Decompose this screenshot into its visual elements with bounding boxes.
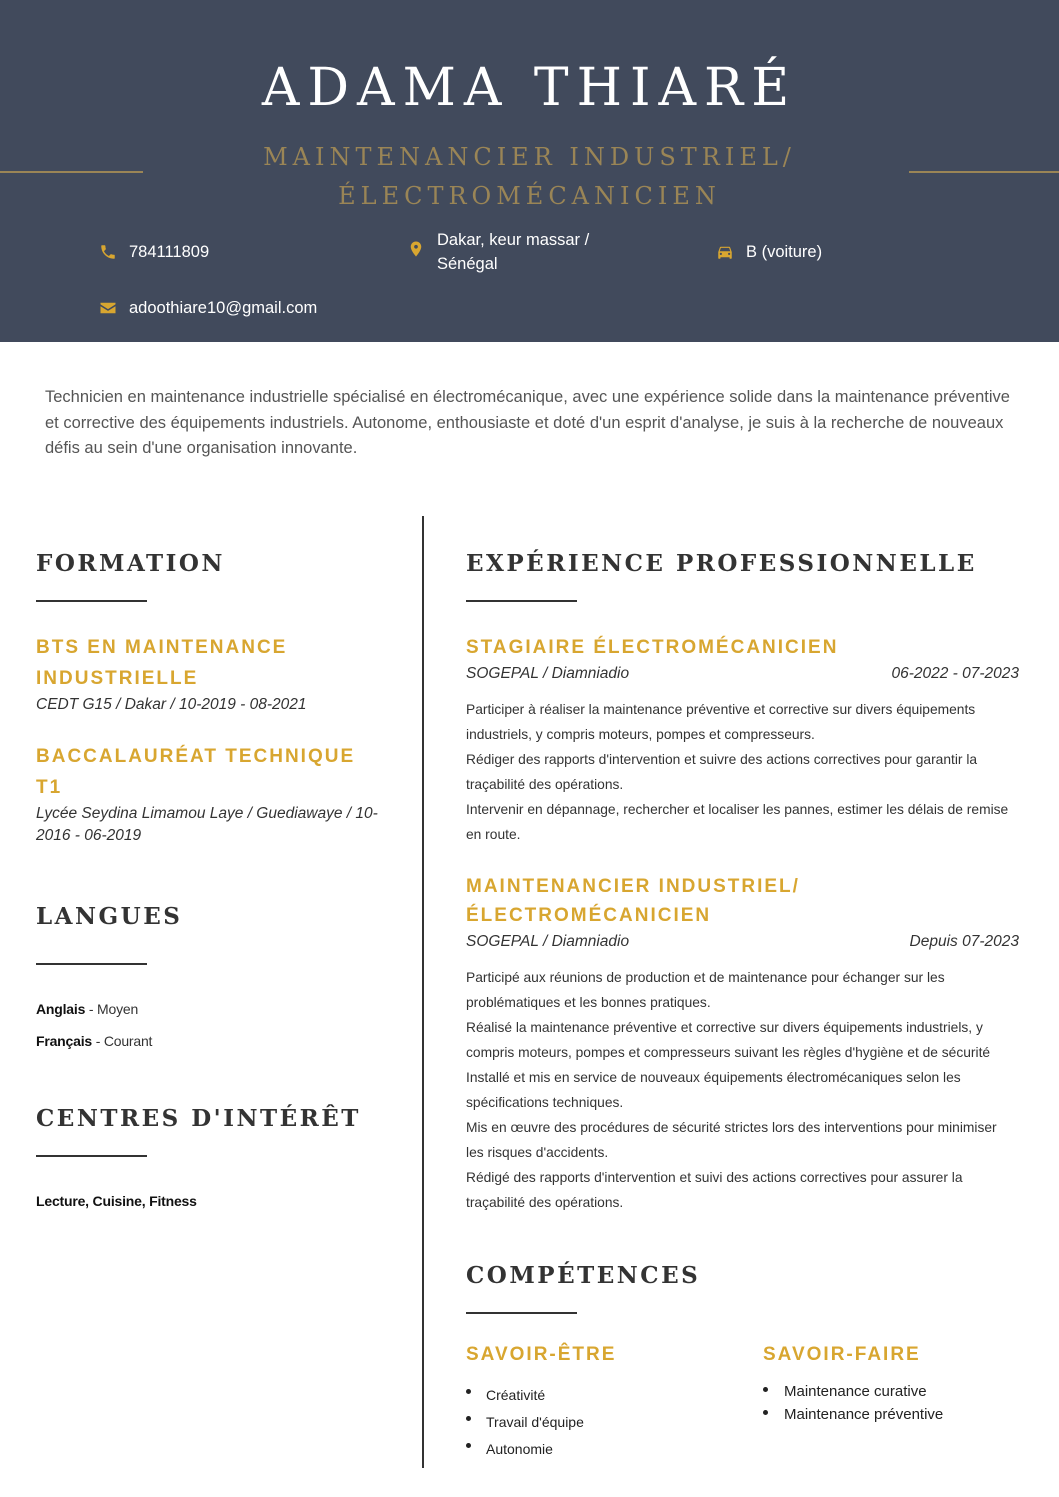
phone-icon [99,243,117,261]
contact-phone [99,240,209,264]
savoir-etre-block [466,1339,726,1463]
description-line: Intervenir en dépannage, rechercher et localiser les pannes, estimer les délais de remise [466,802,1009,817]
experience-meta [466,931,1019,953]
langues-heading: LANGUES [36,903,183,930]
experience-description [466,965,1019,1215]
savoir-faire-title: SAVOIR-FAIRE [763,1344,921,1365]
experience-item [466,632,1019,847]
degree-meta-line1: Lycée Seydina Limamou Laye / Guediawaye / 10- [36,805,378,822]
role-title-line2: ÉLECTROMÉCANICIEN [466,905,712,926]
job-title-line1: MAINTENANCIER INDUSTRIEL/ [263,143,796,171]
contact-email [99,296,317,320]
competences-rule [466,1312,577,1314]
email-address[interactable]: adoothiare10@gmail.com [129,299,318,317]
dates: 06-2022 - 07-2023 [891,665,1019,682]
envelope-icon [99,299,117,317]
description-line: Rédiger des rapports d'intervention et suivre des actions correctives pour garantir la [466,752,978,767]
savoir-etre-title: SAVOIR-ÊTRE [466,1344,617,1365]
experience-heading: EXPÉRIENCE PROFESSIONNELLE [466,550,977,577]
contact-address [407,228,589,276]
company: SOGEPAL / Diamniadio [466,933,630,950]
description-line: Mis en œuvre des procédures de sécurité strictes lors des interventions pour minimiser [466,1120,997,1135]
company: SOGEPAL / Diamniadio [466,665,630,682]
language-name: Anglais [36,1001,86,1017]
description-line: traçabilité des opérations. [466,1195,624,1210]
contact-license [716,240,822,264]
experience-rule [466,600,577,602]
role-title-line1: MAINTENANCIER INDUSTRIEL/ [466,876,800,897]
license-text: B (voiture) [746,243,823,261]
interets-heading: CENTRES D'INTÉRÊT [36,1105,361,1132]
description-line: en route. [466,827,521,842]
column-divider [422,516,424,1468]
skill-item: Autonomie [466,1436,726,1463]
language-item [36,1033,152,1049]
interets-rule [36,1155,147,1157]
description-line: spécifications techniques. [466,1095,624,1110]
degree-meta-line2: 2016 - 06-2019 [36,827,142,844]
formation-heading: FORMATION [36,550,225,577]
address-line2: Sénégal [437,255,498,273]
interets-text: Lecture, Cuisine, Fitness [36,1193,197,1209]
role-title: STAGIAIRE ÉLECTROMÉCANICIEN [466,637,839,658]
skill-item: Maintenance préventive [763,1403,1033,1426]
language-sep: - [85,1001,98,1017]
description-line: problématiques et les bonnes pratiques. [466,995,711,1010]
formation-item [36,741,416,847]
savoir-etre-list [466,1382,726,1463]
skill-item: Créativité [466,1382,726,1409]
degree-meta: CEDT G15 / Dakar / 10-2019 - 08-2021 [36,696,307,713]
description-line: Participer à réaliser la maintenance préventive et corrective sur divers équipements [466,702,976,717]
description-line: compris moteurs, pompes et compresseurs suivant les règles d'hygiène et de sécurité [466,1045,991,1060]
degree-title-line1: BTS EN MAINTENANCE [36,637,288,658]
candidate-name: ADAMA THIARÉ [261,58,798,118]
header-rule-right [909,171,1059,173]
experience-description [466,697,1019,847]
formation-item [36,632,396,716]
location-pin-icon [407,240,425,258]
phone-number: 784111809 [129,243,210,261]
savoir-faire-block [763,1339,1033,1426]
dates: Depuis 07-2023 [909,933,1019,950]
skill-item: Travail d'équipe [466,1409,726,1436]
language-sep: - [92,1033,104,1049]
language-name: Français [36,1033,92,1049]
experience-meta [466,663,1019,685]
job-title [180,138,879,216]
address-line1: Dakar, keur massar / [437,231,590,249]
langues-rule [36,963,147,965]
degree-title-line1: BACCALAURÉAT TECHNIQUE [36,746,356,767]
profile-summary: Technicien en maintenance industrielle spécialisé en électromécanique, avec une expérience solide dans la maintenance préventive et corrective des équipements industriels. Autonome, enthousiaste et doté d'un esprit d'analyse, je suis à la recherche de nouveaux défis au sein d'une organisation innovante. [45,388,1010,457]
header-rule-left [0,171,143,173]
formation-rule [36,600,147,602]
experience-item [466,871,1019,1215]
description-line: Installé et mis en service de nouveaux équipements électromécaniques selon les [466,1070,961,1085]
language-level: Moyen [97,1001,139,1017]
job-title-line2: ÉLECTROMÉCANICIEN [338,182,721,210]
car-icon [716,243,734,261]
resume-header [0,0,1059,342]
language-item [36,1001,138,1017]
savoir-faire-list [763,1380,1033,1426]
description-line: Réalisé la maintenance préventive et corrective sur divers équipements industriels, y [466,1020,983,1035]
description-line: traçabilité des opérations. [466,777,624,792]
competences-heading: COMPÉTENCES [466,1262,701,1289]
degree-title-line2: T1 [36,777,63,798]
degree-title-line2: INDUSTRIELLE [36,668,199,689]
description-line: industriels, y compris moteurs, pompes et compresseurs. [466,727,815,742]
skill-item: Maintenance curative [763,1380,1033,1403]
description-line: Participé aux réunions de production et de maintenance pour échanger sur les [466,970,945,985]
language-level: Courant [103,1033,153,1049]
description-line: les risques d'accidents. [466,1145,609,1160]
description-line: Rédigé des rapports d'intervention et suivi des actions correctives pour assurer la [466,1170,963,1185]
